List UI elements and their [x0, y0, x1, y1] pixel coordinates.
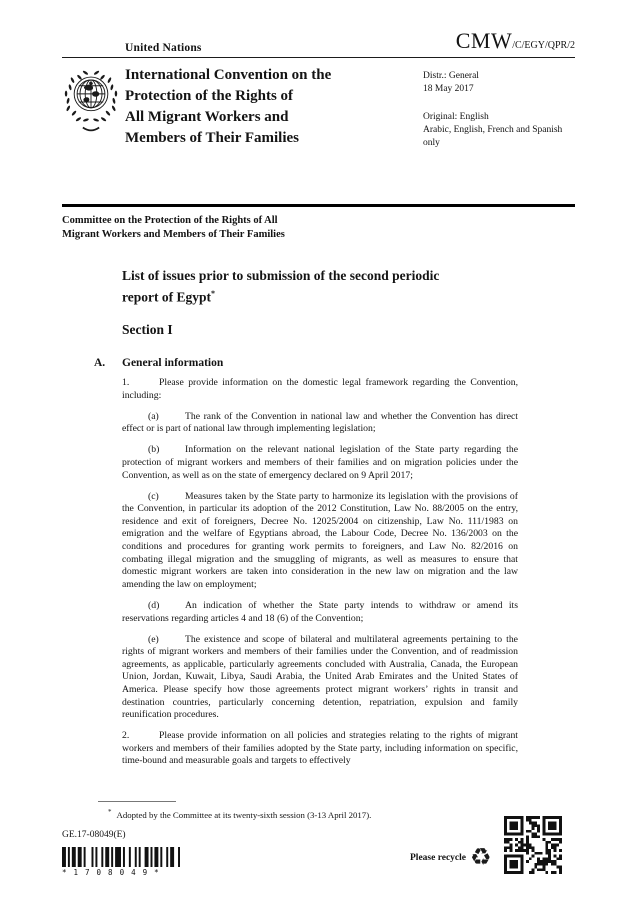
convention-title-line: All Migrant Workers and [125, 109, 289, 125]
section-rule [62, 204, 575, 207]
masthead [125, 28, 575, 54]
footnote-rule [98, 801, 176, 802]
distribution-meta [423, 64, 575, 150]
subsection-title: General information [122, 356, 224, 369]
paragraph-1b [122, 444, 518, 482]
un-emblem-icon [62, 64, 125, 150]
committee-heading-line: Migrant Workers and Members of Their Families [62, 228, 285, 240]
paragraph-1c [122, 491, 518, 592]
masthead-rule [62, 57, 575, 58]
convention-title-line: Protection of the Rights of [125, 88, 294, 104]
paragraph-1d [122, 600, 518, 625]
paragraph-1 [122, 377, 518, 402]
languages-line: Arabic, English, French and Spanish only [423, 125, 563, 148]
original-language: Original: English [423, 112, 489, 122]
paragraph-text: Measures taken by the State party to harmonize its legislation with the provisions of the Convention, in particular its adoption of the 2012 Constitution, Law No. 88/2005 on the entry, residence and exit of foreigners, Decree No. 12025/2004 on citizenship, Law No. 111/1983 on emigration and the welfare of Egyptians abroad, the Labour Code, Decree No. 136/2003 on the conditions and procedures for granting work permits to foreigners, and Law No. 82/2016 on combating illegal migration and the smuggling of migrants, as well as measures to ensure that domestic migrant workers are taken into consideration in the new law on migration and the law amending the law on employment; [122, 490, 518, 590]
document-number: GE.17-08049(E) [62, 830, 126, 840]
page-title-line2: report of Egypt* [122, 288, 215, 304]
convention-title [125, 64, 387, 150]
document-symbol [456, 28, 575, 54]
document-header [62, 64, 575, 150]
section-heading: Section I [122, 321, 173, 337]
paragraph-text: Please provide information on all policies and strategies relating to the rights of migrant workers and members of their families adopted by the State party, including information on specific, time-bound and measurable goals and targets to effectively [122, 730, 518, 767]
committee-heading-line: Committee on the Protection of the Rights of All [62, 215, 278, 226]
page-title [122, 267, 518, 306]
page-title-line: List of issues prior to submission of the second periodic [122, 268, 440, 283]
paragraph-text: Please provide information on the domestic legal framework regarding the Convention, including: [122, 377, 518, 401]
paragraph-text: The existence and scope of bilateral and multilateral agreements pertaining to the rights of migrant workers and members of their families under the Convention, and of readmission agreements, as applicable, particularly agreements concluded with Australia, Canada, the European Union, Jordan, Kuwait, Libya, Saudi Arabia, the United Arab Emirates and the United States of America. Please specify how those agreements protect migrant workers’ rights in transit and destination countries, particularly concerning detention, repatriation, expulsion and family reunification procedures. [122, 633, 518, 721]
paragraph-2 [122, 730, 518, 768]
recycle-notice [410, 846, 492, 870]
subsection-heading [94, 356, 518, 369]
recycle-label: Please recycle [410, 853, 466, 863]
paragraph-number: (c) [148, 490, 159, 502]
paragraph-number: 1. [122, 377, 130, 388]
paragraph-1e [122, 634, 518, 722]
distr-line: Distr.: General [423, 71, 479, 81]
paragraph-number: 2. [122, 730, 130, 742]
barcode [62, 847, 182, 877]
footnote-marker: * [211, 288, 215, 298]
paragraph-text: The rank of the Convention in national law and whether the Convention has direct effect or is part of national law through implementing legislation; [122, 410, 518, 435]
paragraph-number: (e) [148, 633, 159, 645]
paragraph-text: An indication of whether the State party intends to withdraw or amend its reservations regarding articles 4 and 18 (6) of the Convention; [122, 599, 518, 624]
convention-title-line: International Convention on the [125, 67, 332, 83]
footnote-marker: * [108, 808, 112, 816]
un-label: United Nations [125, 42, 202, 54]
distr-date: 18 May 2017 [423, 84, 474, 94]
paragraph-number: (b) [148, 444, 160, 456]
recycle-icon: ♻ [470, 845, 492, 871]
paragraph-text: Information on the relevant national legislation of the State party regarding the protection of migrant workers and members of their families and on migration policies under the Convention, as well as on the state of emergency declared on 9 April 2017; [122, 444, 518, 481]
barcode-digits: *1708049* [62, 868, 166, 877]
committee-heading [62, 214, 362, 241]
paragraph-1a [122, 411, 518, 436]
footnote [108, 808, 371, 820]
paragraph-number: (d) [148, 599, 160, 611]
document-symbol-suffix: /C/EGY/QPR/2 [512, 40, 575, 51]
footnote-text: Adopted by the Committee at its twenty-sixth session (3-13 April 2017). [116, 809, 372, 820]
paragraph-number: (a) [148, 410, 159, 422]
document-body [94, 267, 518, 768]
qr-code-icon [504, 816, 562, 874]
document-symbol-main: CMW [455, 28, 513, 53]
convention-title-line: Members of Their Families [125, 130, 299, 146]
subsection-letter: A. [94, 356, 106, 369]
